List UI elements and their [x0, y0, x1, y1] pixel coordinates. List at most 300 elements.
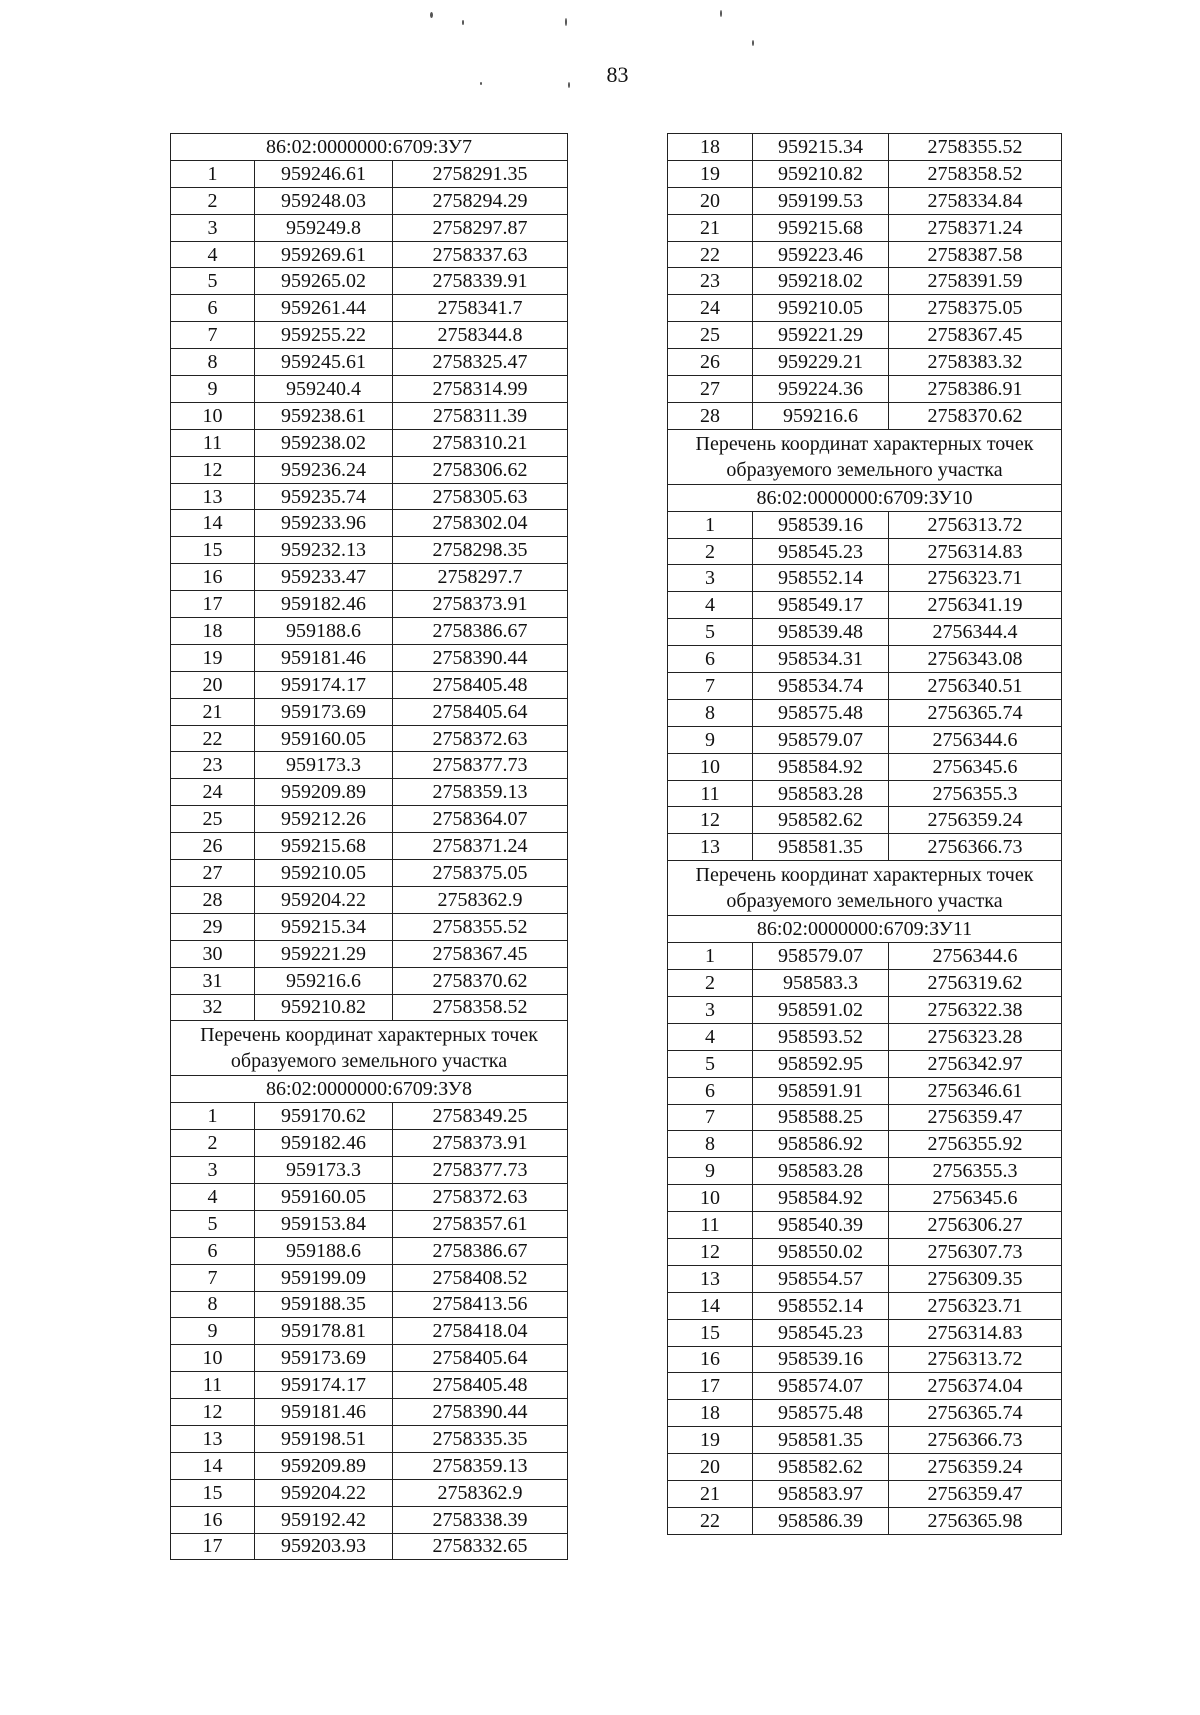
table-row: [668, 753, 1062, 780]
y-coordinate: 2758372.63: [393, 725, 568, 752]
y-coordinate: 2756323.28: [889, 1023, 1062, 1050]
point-number: 27: [668, 376, 753, 403]
left-column: [170, 133, 567, 1560]
x-coordinate: 959153.84: [255, 1210, 393, 1237]
table-row: [171, 322, 568, 349]
table-row: [668, 322, 1062, 349]
y-coordinate: 2758335.35: [393, 1425, 568, 1452]
table-row: [171, 1237, 568, 1264]
y-coordinate: 2758405.64: [393, 698, 568, 725]
parcel-id-row: [171, 1076, 568, 1103]
y-coordinate: 2758386.91: [889, 376, 1062, 403]
table-row: [171, 429, 568, 456]
y-coordinate: 2756323.71: [889, 1292, 1062, 1319]
y-coordinate: 2756344.6: [889, 726, 1062, 753]
point-number: 25: [668, 322, 753, 349]
x-coordinate: 958592.95: [753, 1050, 889, 1077]
y-coordinate: 2756374.04: [889, 1373, 1062, 1400]
point-number: 7: [668, 673, 753, 700]
table-row: [668, 970, 1062, 997]
point-number: 12: [171, 1399, 255, 1426]
table-row: [171, 779, 568, 806]
y-coordinate: 2758355.52: [393, 913, 568, 940]
parcel-id-row: [668, 484, 1062, 511]
y-coordinate: 2758383.32: [889, 349, 1062, 376]
y-coordinate: 2756306.27: [889, 1212, 1062, 1239]
y-coordinate: 2758344.8: [393, 322, 568, 349]
x-coordinate: 958584.92: [753, 753, 889, 780]
table-row: [171, 349, 568, 376]
x-coordinate: 959209.89: [255, 1452, 393, 1479]
point-number: 5: [171, 1210, 255, 1237]
x-coordinate: 958588.25: [753, 1104, 889, 1131]
point-number: 10: [668, 1185, 753, 1212]
x-coordinate: 959255.22: [255, 322, 393, 349]
point-number: 32: [171, 994, 255, 1021]
x-coordinate: 959216.6: [255, 967, 393, 994]
table-row: [171, 1210, 568, 1237]
point-number: 6: [668, 646, 753, 673]
point-number: 20: [668, 1454, 753, 1481]
x-coordinate: 958593.52: [753, 1023, 889, 1050]
table-row: [668, 780, 1062, 807]
table-row: [668, 1346, 1062, 1373]
x-coordinate: 959174.17: [255, 671, 393, 698]
point-number: 22: [668, 1507, 753, 1534]
table-row: [171, 967, 568, 994]
point-number: 1: [668, 511, 753, 538]
point-number: 16: [668, 1346, 753, 1373]
point-number: 12: [668, 1238, 753, 1265]
x-coordinate: 958586.92: [753, 1131, 889, 1158]
y-coordinate: 2756359.47: [889, 1104, 1062, 1131]
point-number: 3: [668, 565, 753, 592]
point-number: 23: [668, 268, 753, 295]
y-coordinate: 2756355.92: [889, 1131, 1062, 1158]
point-number: 4: [171, 1183, 255, 1210]
y-coordinate: 2758297.7: [393, 564, 568, 591]
table-row: [171, 1183, 568, 1210]
section-heading: Перечень координат характерных точек образуемого земельного участка: [171, 1021, 568, 1076]
y-coordinate: 2756355.3: [889, 780, 1062, 807]
point-number: 20: [171, 671, 255, 698]
y-coordinate: 2758377.73: [393, 1157, 568, 1184]
point-number: 11: [171, 1372, 255, 1399]
y-coordinate: 2758358.52: [889, 160, 1062, 187]
parcel-cadastral-number: 86:02:0000000:6709:ЗУ11: [668, 916, 1062, 943]
y-coordinate: 2758337.63: [393, 241, 568, 268]
point-number: 8: [668, 1131, 753, 1158]
section-heading: Перечень координат характерных точек образуемого земельного участка: [668, 429, 1062, 484]
y-coordinate: 2758386.67: [393, 1237, 568, 1264]
point-number: 27: [171, 860, 255, 887]
y-coordinate: 2758334.84: [889, 187, 1062, 214]
y-coordinate: 2758370.62: [393, 967, 568, 994]
x-coordinate: 958550.02: [753, 1238, 889, 1265]
y-coordinate: 2756359.24: [889, 1454, 1062, 1481]
table-row: [668, 268, 1062, 295]
x-coordinate: 959192.42: [255, 1506, 393, 1533]
point-number: 28: [171, 886, 255, 913]
point-number: 31: [171, 967, 255, 994]
point-number: 14: [171, 1452, 255, 1479]
table-row: [171, 940, 568, 967]
y-coordinate: 2756309.35: [889, 1265, 1062, 1292]
y-coordinate: 2756344.4: [889, 619, 1062, 646]
table-row: [668, 214, 1062, 241]
table-row: [171, 591, 568, 618]
x-coordinate: 959261.44: [255, 295, 393, 322]
point-number: 4: [171, 241, 255, 268]
point-number: 23: [171, 752, 255, 779]
y-coordinate: 2758297.87: [393, 214, 568, 241]
x-coordinate: 959265.02: [255, 268, 393, 295]
x-coordinate: 959174.17: [255, 1372, 393, 1399]
x-coordinate: 958579.07: [753, 943, 889, 970]
x-coordinate: 959248.03: [255, 187, 393, 214]
y-coordinate: 2756323.71: [889, 565, 1062, 592]
point-number: 11: [668, 1212, 753, 1239]
x-coordinate: 959235.74: [255, 483, 393, 510]
x-coordinate: 959173.69: [255, 698, 393, 725]
x-coordinate: 959204.22: [255, 1479, 393, 1506]
table-row: [171, 295, 568, 322]
x-coordinate: 958552.14: [753, 1292, 889, 1319]
y-coordinate: 2756345.6: [889, 1185, 1062, 1212]
x-coordinate: 959182.46: [255, 1130, 393, 1157]
y-coordinate: 2758362.9: [393, 1479, 568, 1506]
point-number: 28: [668, 402, 753, 429]
y-coordinate: 2756313.72: [889, 511, 1062, 538]
table-row: [668, 1158, 1062, 1185]
point-number: 18: [171, 618, 255, 645]
parcel-id-row: [668, 916, 1062, 943]
x-coordinate: 959223.46: [753, 241, 889, 268]
x-coordinate: 959181.46: [255, 1399, 393, 1426]
x-coordinate: 959249.8: [255, 214, 393, 241]
y-coordinate: 2758341.7: [393, 295, 568, 322]
point-number: 6: [171, 295, 255, 322]
x-coordinate: 959209.89: [255, 779, 393, 806]
point-number: 29: [171, 913, 255, 940]
x-coordinate: 959182.46: [255, 591, 393, 618]
table-row: [668, 349, 1062, 376]
point-number: 19: [668, 1427, 753, 1454]
x-coordinate: 958539.16: [753, 511, 889, 538]
x-coordinate: 959216.6: [753, 402, 889, 429]
x-coordinate: 958575.48: [753, 1400, 889, 1427]
table-row: [171, 913, 568, 940]
y-coordinate: 2758405.48: [393, 1372, 568, 1399]
table-row: [171, 886, 568, 913]
table-row: [171, 1291, 568, 1318]
y-coordinate: 2756314.83: [889, 1319, 1062, 1346]
point-number: 21: [668, 1480, 753, 1507]
x-coordinate: 959199.53: [753, 187, 889, 214]
y-coordinate: 2758387.58: [889, 241, 1062, 268]
x-coordinate: 958591.02: [753, 996, 889, 1023]
point-number: 12: [171, 456, 255, 483]
x-coordinate: 959224.36: [753, 376, 889, 403]
point-number: 24: [668, 295, 753, 322]
point-number: 30: [171, 940, 255, 967]
x-coordinate: 959210.05: [255, 860, 393, 887]
point-number: 2: [668, 970, 753, 997]
table-row: [171, 564, 568, 591]
point-number: 13: [171, 483, 255, 510]
x-coordinate: 959215.68: [753, 214, 889, 241]
table-row: [668, 241, 1062, 268]
y-coordinate: 2758375.05: [393, 860, 568, 887]
table-row: [668, 1454, 1062, 1481]
x-coordinate: 958545.23: [753, 1319, 889, 1346]
table-row: [171, 483, 568, 510]
y-coordinate: 2758371.24: [393, 833, 568, 860]
point-number: 9: [171, 1318, 255, 1345]
y-coordinate: 2758294.29: [393, 187, 568, 214]
table-row: [171, 1425, 568, 1452]
y-coordinate: 2758310.21: [393, 429, 568, 456]
point-number: 11: [171, 429, 255, 456]
table-row: [171, 671, 568, 698]
x-coordinate: 958583.28: [753, 780, 889, 807]
point-number: 22: [668, 241, 753, 268]
table-row: [668, 160, 1062, 187]
table-row: [668, 1400, 1062, 1427]
table-row: [668, 807, 1062, 834]
x-coordinate: 959221.29: [753, 322, 889, 349]
table-row: [171, 752, 568, 779]
point-number: 15: [171, 537, 255, 564]
table-row: [171, 376, 568, 403]
table-row: [668, 1507, 1062, 1534]
point-number: 18: [668, 134, 753, 161]
point-number: 16: [171, 1506, 255, 1533]
table-row: [171, 1103, 568, 1130]
table-row: [668, 1480, 1062, 1507]
point-number: 20: [668, 187, 753, 214]
table-row: [171, 860, 568, 887]
y-coordinate: 2758408.52: [393, 1264, 568, 1291]
x-coordinate: 959160.05: [255, 1183, 393, 1210]
point-number: 15: [668, 1319, 753, 1346]
point-number: 21: [668, 214, 753, 241]
point-number: 25: [171, 806, 255, 833]
x-coordinate: 959173.69: [255, 1345, 393, 1372]
table-row: [668, 646, 1062, 673]
y-coordinate: 2758372.63: [393, 1183, 568, 1210]
table-row: [171, 644, 568, 671]
table-row: [668, 1131, 1062, 1158]
y-coordinate: 2758390.44: [393, 644, 568, 671]
page-number: 83: [606, 62, 629, 87]
x-coordinate: 959173.3: [255, 1157, 393, 1184]
point-number: 18: [668, 1400, 753, 1427]
y-coordinate: 2756343.08: [889, 646, 1062, 673]
point-number: 19: [171, 644, 255, 671]
x-coordinate: 958574.07: [753, 1373, 889, 1400]
point-number: 5: [668, 1050, 753, 1077]
point-number: 2: [668, 538, 753, 565]
point-number: 26: [668, 349, 753, 376]
x-coordinate: 959199.09: [255, 1264, 393, 1291]
x-coordinate: 958552.14: [753, 565, 889, 592]
point-number: 1: [171, 1103, 255, 1130]
table-row: [171, 1345, 568, 1372]
table-row: [171, 1157, 568, 1184]
x-coordinate: 959188.6: [255, 1237, 393, 1264]
x-coordinate: 959238.02: [255, 429, 393, 456]
point-number: 17: [171, 1533, 255, 1560]
point-number: 6: [171, 1237, 255, 1264]
y-coordinate: 2756313.72: [889, 1346, 1062, 1373]
x-coordinate: 959246.61: [255, 160, 393, 187]
x-coordinate: 959210.05: [753, 295, 889, 322]
y-coordinate: 2758364.07: [393, 806, 568, 833]
x-coordinate: 959210.82: [753, 160, 889, 187]
y-coordinate: 2758370.62: [889, 402, 1062, 429]
x-coordinate: 958534.31: [753, 646, 889, 673]
point-number: 13: [668, 834, 753, 861]
table-row: [171, 510, 568, 537]
y-coordinate: 2756342.97: [889, 1050, 1062, 1077]
y-coordinate: 2758359.13: [393, 1452, 568, 1479]
table-row: [668, 511, 1062, 538]
table-row: [668, 699, 1062, 726]
y-coordinate: 2756340.51: [889, 673, 1062, 700]
y-coordinate: 2756366.73: [889, 834, 1062, 861]
x-coordinate: 958575.48: [753, 699, 889, 726]
table-row: [668, 1319, 1062, 1346]
y-coordinate: 2758359.13: [393, 779, 568, 806]
point-number: 7: [171, 1264, 255, 1291]
x-coordinate: 959236.24: [255, 456, 393, 483]
x-coordinate: 958591.91: [753, 1077, 889, 1104]
point-number: 17: [668, 1373, 753, 1400]
x-coordinate: 959238.61: [255, 402, 393, 429]
y-coordinate: 2758311.39: [393, 402, 568, 429]
section-heading: Перечень координат характерных точек образуемого земельного участка: [668, 861, 1062, 916]
y-coordinate: 2758367.45: [889, 322, 1062, 349]
y-coordinate: 2756314.83: [889, 538, 1062, 565]
parcel-cadastral-number: 86:02:0000000:6709:ЗУ7: [171, 134, 568, 161]
y-coordinate: 2758373.91: [393, 1130, 568, 1157]
y-coordinate: 2756344.6: [889, 943, 1062, 970]
table-row: [171, 268, 568, 295]
x-coordinate: 959221.29: [255, 940, 393, 967]
x-coordinate: 958540.39: [753, 1212, 889, 1239]
x-coordinate: 959160.05: [255, 725, 393, 752]
y-coordinate: 2758373.91: [393, 591, 568, 618]
x-coordinate: 959229.21: [753, 349, 889, 376]
y-coordinate: 2758405.64: [393, 1345, 568, 1372]
table-row: [171, 160, 568, 187]
table-row: [171, 1479, 568, 1506]
point-number: 10: [171, 402, 255, 429]
y-coordinate: 2758418.04: [393, 1318, 568, 1345]
point-number: 9: [668, 1158, 753, 1185]
table-row: [668, 1265, 1062, 1292]
table-row: [171, 725, 568, 752]
point-number: 14: [171, 510, 255, 537]
x-coordinate: 958539.16: [753, 1346, 889, 1373]
x-coordinate: 958579.07: [753, 726, 889, 753]
y-coordinate: 2756365.74: [889, 699, 1062, 726]
y-coordinate: 2758362.9: [393, 886, 568, 913]
table-row: [668, 134, 1062, 161]
section-heading-row: [171, 1021, 568, 1076]
point-number: 8: [171, 1291, 255, 1318]
table-row: [171, 187, 568, 214]
point-number: 12: [668, 807, 753, 834]
point-number: 16: [171, 564, 255, 591]
table-row: [668, 1427, 1062, 1454]
table-row: [668, 538, 1062, 565]
y-coordinate: 2758413.56: [393, 1291, 568, 1318]
y-coordinate: 2756341.19: [889, 592, 1062, 619]
y-coordinate: 2758306.62: [393, 456, 568, 483]
point-number: 4: [668, 592, 753, 619]
point-number: 13: [668, 1265, 753, 1292]
x-coordinate: 958586.39: [753, 1507, 889, 1534]
x-coordinate: 958582.62: [753, 1454, 889, 1481]
y-coordinate: 2758338.39: [393, 1506, 568, 1533]
y-coordinate: 2756319.62: [889, 970, 1062, 997]
table-row: [171, 241, 568, 268]
table-row: [171, 1318, 568, 1345]
table-row: [668, 673, 1062, 700]
y-coordinate: 2758339.91: [393, 268, 568, 295]
x-coordinate: 958582.62: [753, 807, 889, 834]
y-coordinate: 2758367.45: [393, 940, 568, 967]
x-coordinate: 959269.61: [255, 241, 393, 268]
y-coordinate: 2758355.52: [889, 134, 1062, 161]
y-coordinate: 2758291.35: [393, 160, 568, 187]
y-coordinate: 2758375.05: [889, 295, 1062, 322]
x-coordinate: 959210.82: [255, 994, 393, 1021]
point-number: 3: [171, 1157, 255, 1184]
table-row: [171, 618, 568, 645]
table-row: [668, 187, 1062, 214]
y-coordinate: 2758305.63: [393, 483, 568, 510]
x-coordinate: 958583.97: [753, 1480, 889, 1507]
table-row: [668, 726, 1062, 753]
table-row: [668, 295, 1062, 322]
coordinates-table-right: [667, 133, 1062, 1535]
point-number: 7: [668, 1104, 753, 1131]
y-coordinate: 2758314.99: [393, 376, 568, 403]
table-row: [668, 1023, 1062, 1050]
x-coordinate: 958583.28: [753, 1158, 889, 1185]
point-number: 10: [668, 753, 753, 780]
y-coordinate: 2756359.24: [889, 807, 1062, 834]
y-coordinate: 2756366.73: [889, 1427, 1062, 1454]
x-coordinate: 959233.96: [255, 510, 393, 537]
x-coordinate: 958545.23: [753, 538, 889, 565]
point-number: 5: [668, 619, 753, 646]
y-coordinate: 2756307.73: [889, 1238, 1062, 1265]
y-coordinate: 2758298.35: [393, 537, 568, 564]
y-coordinate: 2756322.38: [889, 996, 1062, 1023]
coordinates-table-left: [170, 133, 568, 1560]
x-coordinate: 958581.35: [753, 1427, 889, 1454]
x-coordinate: 959240.4: [255, 376, 393, 403]
x-coordinate: 959170.62: [255, 1103, 393, 1130]
y-coordinate: 2758349.25: [393, 1103, 568, 1130]
point-number: 26: [171, 833, 255, 860]
point-number: 9: [171, 376, 255, 403]
y-coordinate: 2756346.61: [889, 1077, 1062, 1104]
